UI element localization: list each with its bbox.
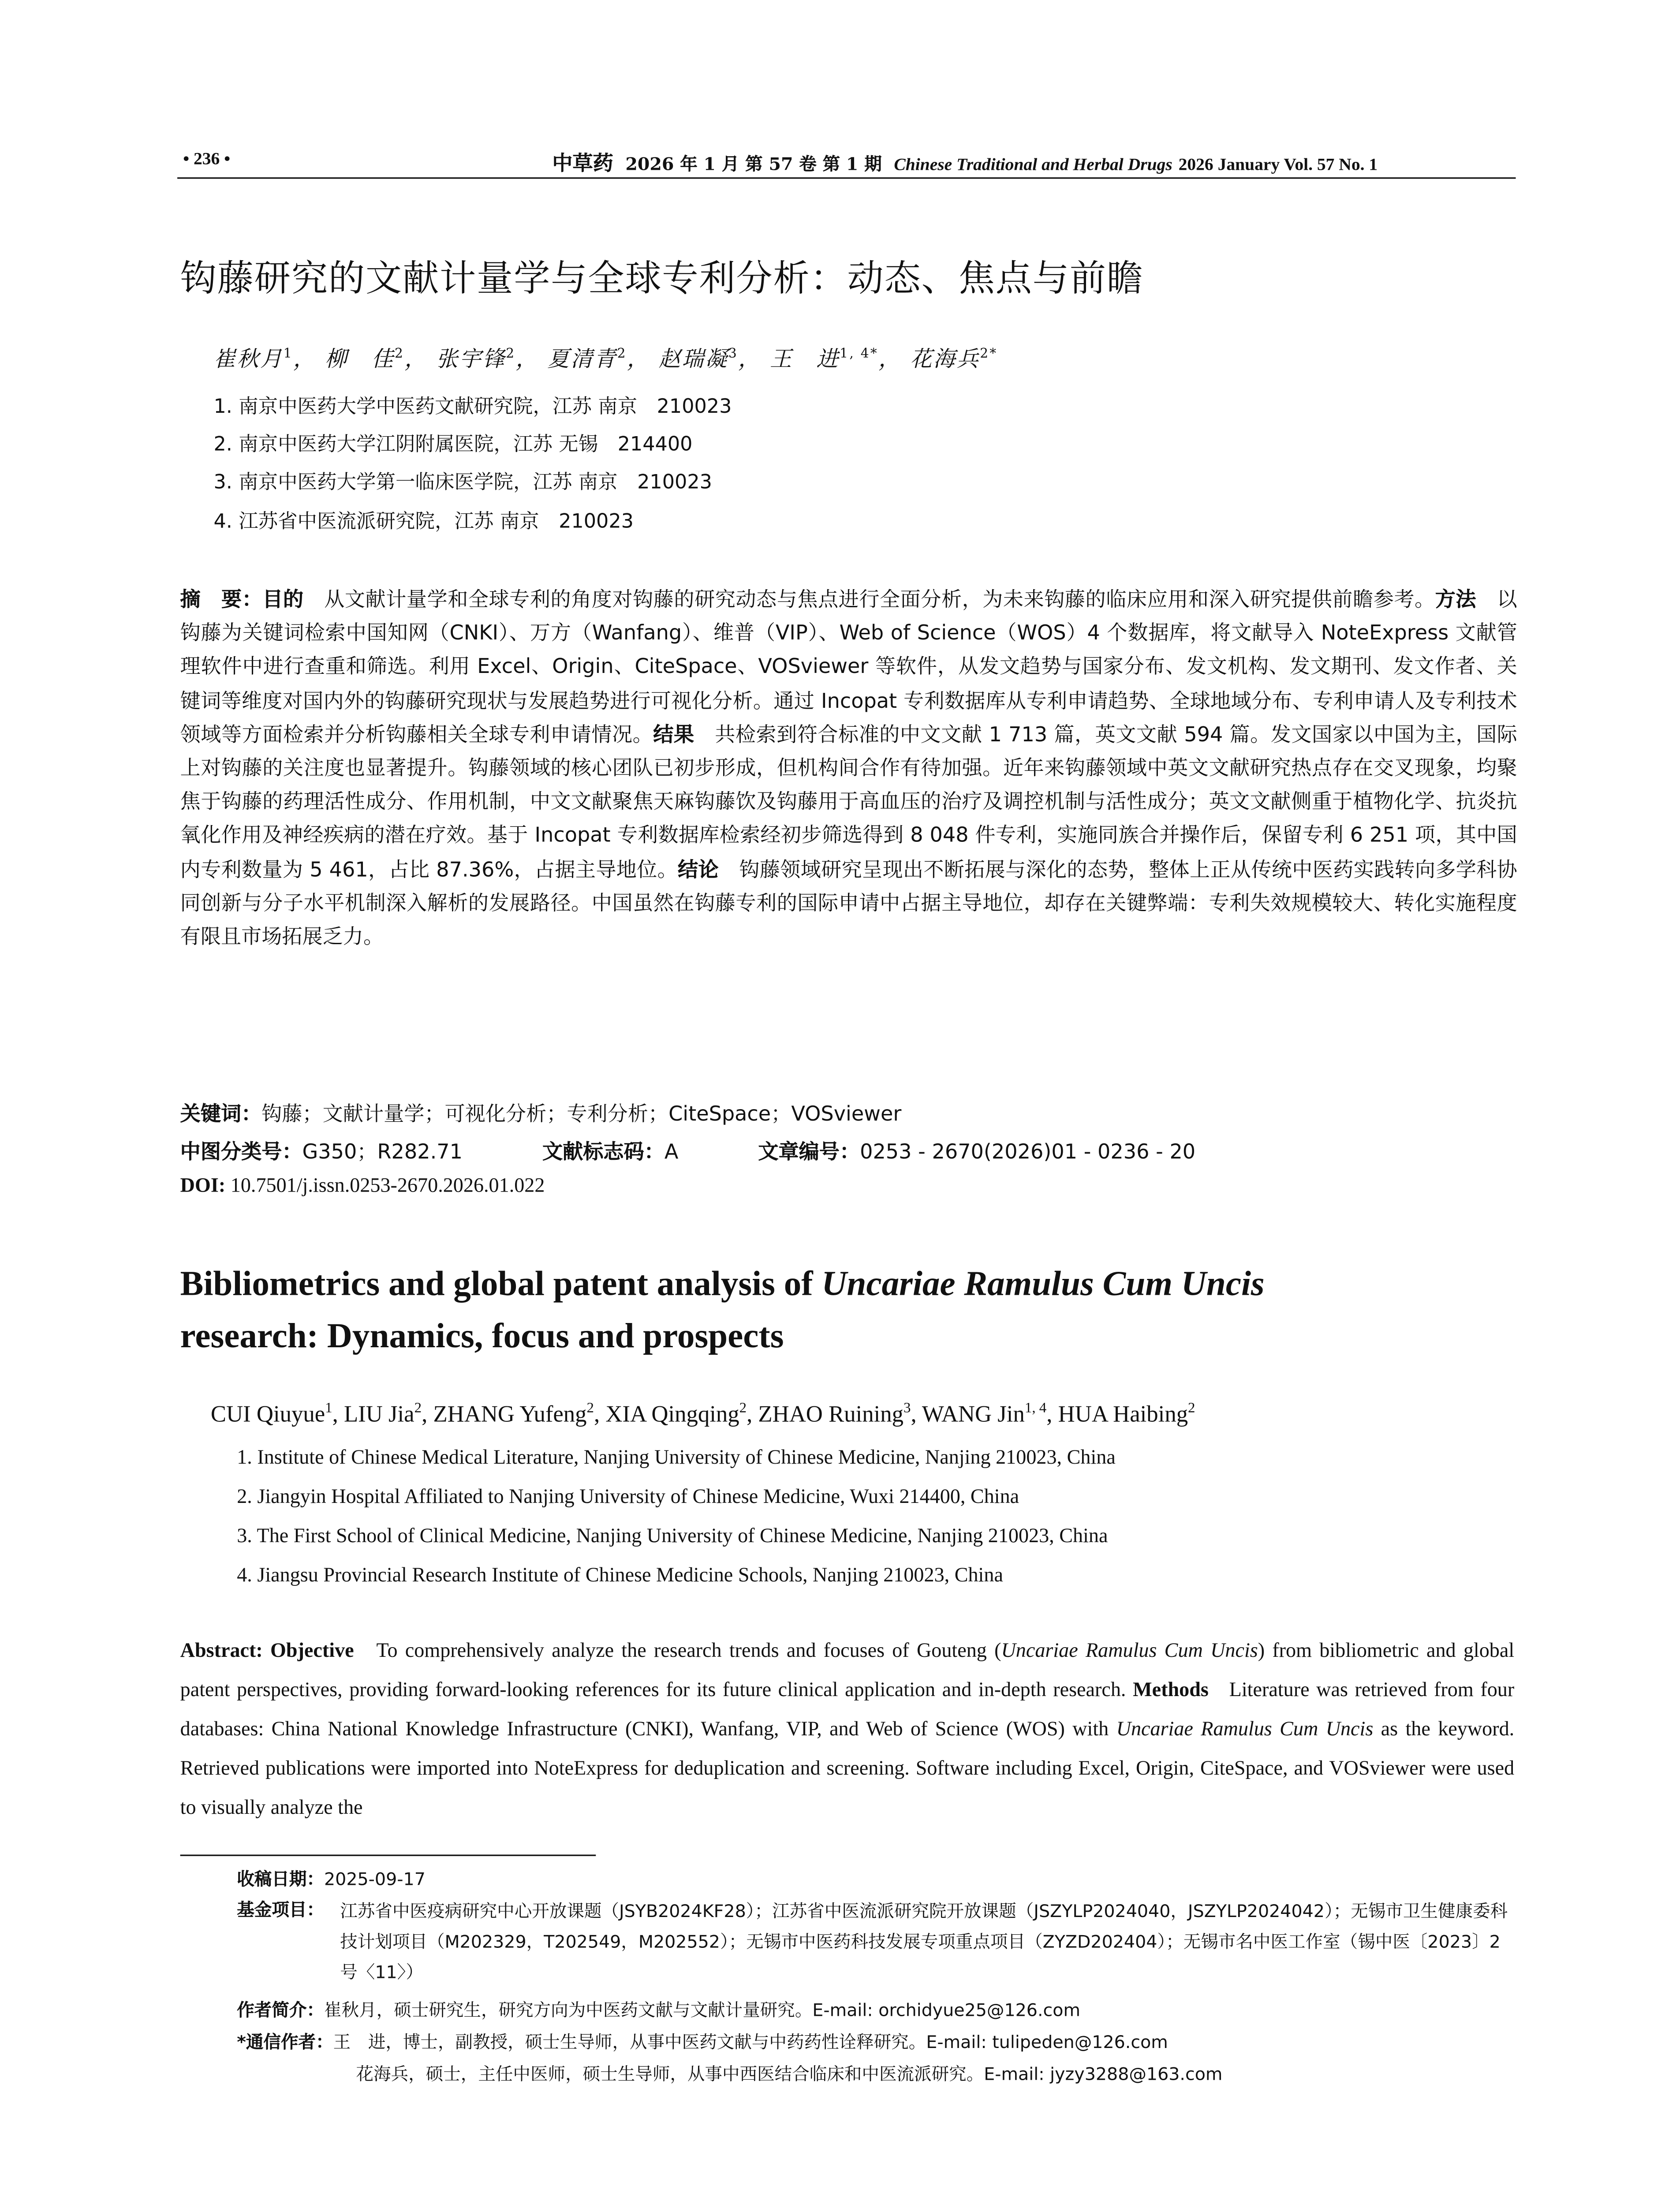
author-zh: 花海兵$^{2*}$	[910, 346, 998, 372]
affiliation-en: 2. Jiangyin Hospital Affiliated to Nanjing University of Chinese Medicine, Wuxi 214400, China	[237, 1487, 1019, 1509]
corresponding-author: *通信作者：王 进，博士，副教授，硕士生导师，从事中医药文献与中药药性诠释研究。E-mail: tulipeden@126.com	[237, 2032, 1168, 2052]
author-list-en	[211, 1401, 1195, 1429]
author-en: XIA Qingqing$^2$,	[605, 1401, 758, 1428]
author-list-zh	[213, 343, 997, 374]
conclusion-label: 结论	[678, 858, 719, 882]
article-no-label: 文章编号：	[758, 1141, 860, 1164]
objective-text: 从文献计量学和全球专利的角度对钩藤的研究动态与焦点进行全面分析，为未来钩藤的临床应用和深入研究提供前瞻参考。	[324, 588, 1435, 612]
author-en: WANG Jin$^{1, 4}$,	[922, 1401, 1058, 1428]
results-label: 结果	[653, 723, 694, 747]
author-zh: 崔秋月$^1$，	[213, 346, 317, 372]
clc-label: 中图分类号：	[180, 1141, 302, 1164]
issue-zh: 2026 年 1 月 第 57 卷 第 1 期	[625, 154, 882, 175]
methods-label-en: Methods	[1133, 1680, 1209, 1702]
footnote-divider	[180, 1854, 596, 1856]
journal-line	[552, 148, 1378, 177]
received-date: 收稿日期：2025-09-17	[237, 1869, 426, 1890]
affiliation-en: 1. Institute of Chinese Medical Literature, Nanjing University of Chinese Medicine, Nanjing 210023, China	[237, 1447, 1116, 1470]
issue-en: 2026 January Vol. 57 No. 1	[1178, 154, 1378, 175]
author-en: CUI Qiuyue$^1$,	[210, 1401, 344, 1428]
doc-code-label: 文献标志码：	[542, 1141, 665, 1164]
keywords-label: 关键词：	[180, 1103, 262, 1127]
author-en: ZHAO Ruining$^3$,	[758, 1401, 922, 1428]
clc-value: G350；R282.71	[302, 1141, 463, 1164]
author-en: HUA Haibing$^2$	[1058, 1401, 1195, 1428]
author-en: LIU Jia$^2$,	[343, 1401, 433, 1428]
corresponding-author-2: 花海兵，硕士，主任中医师，硕士生导师，从事中西医结合临床和中医流派研究。E-mail: jyzy3288@163.com	[356, 2064, 1223, 2085]
affiliation-en: 3. The First School of Clinical Medicine, Nanjing University of Chinese Medicine, Nanjing 210023, China	[237, 1526, 1108, 1548]
abstract-zh	[180, 584, 1517, 955]
article-no-value: 0253 - 2670(2026)01 - 0236 - 20	[860, 1141, 1196, 1164]
journal-name-zh: 中草药	[552, 153, 613, 176]
keywords-text: 钩藤；文献计量学；可视化分析；专利分析；CiteSpace；VOSviewer	[261, 1103, 902, 1127]
affiliation-zh: 2. 南京中医药大学江阴附属医院，江苏 无锡 214400	[213, 433, 693, 456]
abstract-label: 摘 要：	[180, 588, 263, 612]
methods-text: 以钩藤为关键词检索中国知网（CNKI）、万方（Wanfang）、维普（VIP）、Web of Science（WOS）4 个数据库，将文献导入 NoteExpress 文献管理软件中进行查重和筛选。利用 Excel、Origin、CiteSpace、VOSviewer 等软件，从发文趋势与国家分布、发文机构、发文期刊、发文作者、关键词等维度对国内外的钩藤研究现状与发展趋势进行可视化分析。通过 Incopat 专利数据库从专利申请趋势、全球地域分布、专利申请人及专利技术领域等方面检索并分析钩藤相关全球专利申请情况。	[180, 588, 1517, 747]
objective-label-en: Objective	[270, 1641, 354, 1663]
conclusion-text: 钩藤领域研究呈现出不断拓展与深化的态势，整体上正从传统中医药实践转向多学科协同创新与分子水平机制深入解析的发展路径。中国虽然在钩藤专利的国际申请中占据主导地位，却存在关键弊端：专利失效规模较大、转化实施程度有限且市场拓展乏力。	[180, 858, 1517, 949]
methods-label: 方法	[1435, 588, 1477, 612]
doi-label: DOI:	[180, 1176, 226, 1198]
fund-text: 江苏省中医疫病研究中心开放课题（JSYB2024KF28）；江苏省中医流派研究院开放课题（JSZYLP2024040，JSZYLP2024042）；无锡市卫生健康委科技计划项目（M202329，T202549，M202552）；无锡市中医药科技发展专项重点项目（ZYZD202404）；无锡市名中医工作室（锡中医〔2023〕2 号〈11〉）	[340, 1901, 1508, 1983]
classification-line	[180, 1136, 1196, 1166]
author-zh: 王 进$^{1, 4*}$，	[769, 346, 902, 372]
affiliation-zh: 4. 江苏省中医流派研究院，江苏 南京 210023	[213, 510, 634, 534]
author-bio: 作者简介：崔秋月，硕士研究生，研究方向为中医药文献与文献计量研究。E-mail: orchidyue25@126.com	[237, 2000, 1081, 2021]
affiliation-en: 4. Jiangsu Provincial Research Institute of Chinese Medicine Schools, Nanjing 210023, China	[237, 1565, 1003, 1588]
article-title-zh: 钩藤研究的文献计量学与全球专利分析：动态、焦点与前瞻	[180, 257, 1144, 299]
affiliation-zh: 3. 南京中医药大学第一临床医学院，江苏 南京 210023	[213, 471, 712, 494]
doi-value: 10.7501/j.issn.0253-2670.2026.01.022	[230, 1176, 545, 1198]
affiliation-zh: 1. 南京中医药大学中医药文献研究院，江苏 南京 210023	[213, 395, 732, 419]
abstract-label-en: Abstract:	[180, 1641, 263, 1663]
doc-code-value: A	[664, 1141, 679, 1164]
fund-label: 基金项目：	[237, 1899, 325, 1920]
keywords-zh	[180, 1099, 902, 1128]
objective-label: 目的	[262, 588, 304, 612]
author-zh: 张宇锋$^2$，	[436, 346, 539, 372]
author-zh: 赵瑞凝$^3$，	[658, 346, 762, 372]
journal-name-en: Chinese Traditional and Herbal Drugs	[894, 154, 1172, 175]
author-en: ZHANG Yufeng$^2$,	[433, 1401, 606, 1428]
running-header	[177, 146, 1516, 179]
doi-line	[180, 1176, 545, 1199]
author-zh: 柳 佳$^2$，	[325, 346, 428, 372]
author-zh: 夏清青$^2$，	[547, 346, 650, 372]
article-title-en: Bibliometrics and global patent analysis of Uncariae Ramulus Cum Uncis research: Dynamics, focus and prospects	[180, 1266, 1265, 1356]
page-number: • 236 •	[183, 148, 231, 169]
results-text: 共检索到符合标准的中文文献 1 713 篇，英文文献 594 篇。发文国家以中国为主，国际上对钩藤的关注度也显著提升。钩藤领域的核心团队已初步形成，但机构间合作有待加强。近年来钩藤领域中英文文献研究热点存在交叉现象，均聚焦于钩藤的药理活性成分、作用机制，中文文献聚焦天麻钩藤饮及钩藤用于高血压的治疗及调控机制与活性成分；英文文献侧重于植物化学、抗炎抗氧化作用及神经疾病的潜在疗效。基于 Incopat 专利数据库检索经初步筛选得到 8 048 件专利，实施同族合并操作后，保留专利 6 251 项，其中国内专利数量为 5 461，占比 87.36%，占据主导地位。	[180, 723, 1517, 882]
abstract-en: Abstract: Objective To comprehensively analyze the research trends and focuses of Gouteng (Uncariae Ramulus Cum Uncis) from bibliometric and global patent perspectives, providing forward-looking references for its future clinical application and in-depth research. Methods Literature was retrieved from four databases: China National Knowledge Infrastructure (CNKI), Wanfang, VIP, and Web of Science (WOS) with Uncariae Ramulus Cum Uncis as the keyword. Retrieved publications were imported into NoteExpress for deduplication and screening. Software including Excel, Origin, CiteSpace, and VOSviewer were used to visually analyze the	[180, 1641, 1515, 1820]
